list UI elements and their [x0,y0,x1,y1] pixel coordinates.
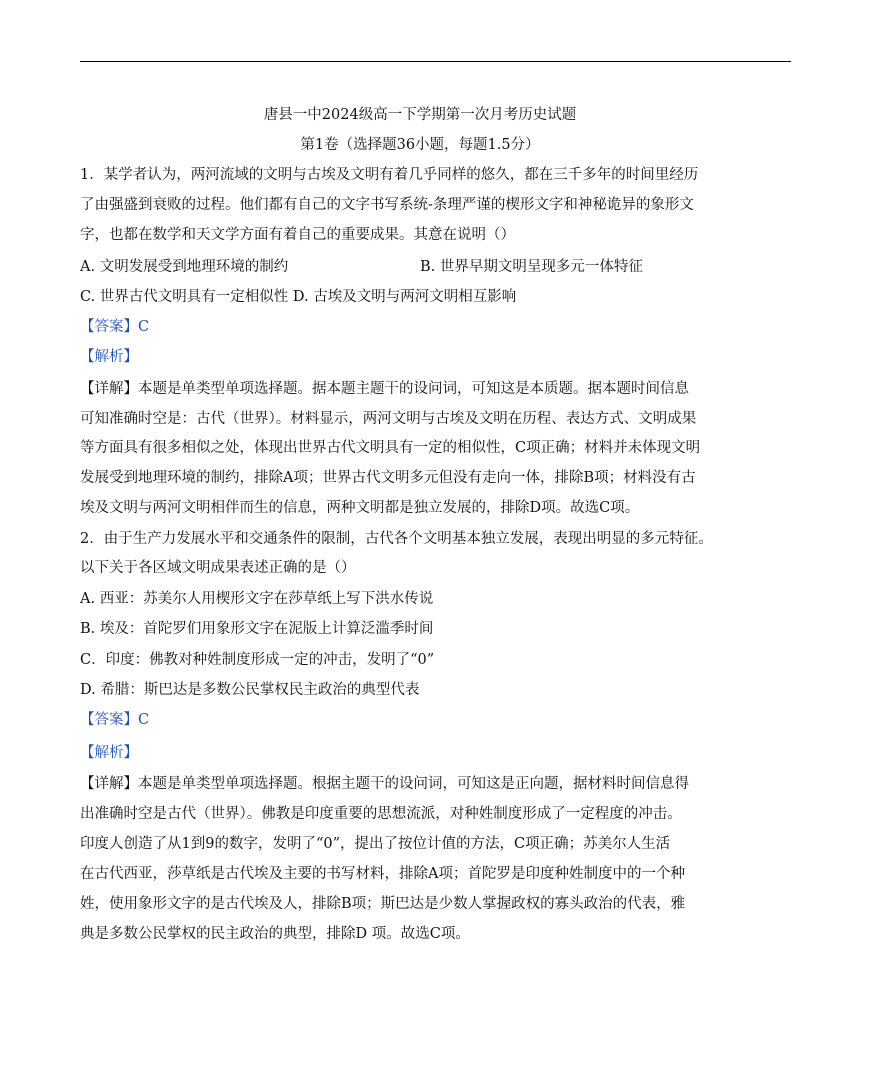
q1-stem-line-3: 字，也都在数学和天文学方面有着自己的重要成果。其意在说明（） [80,227,515,243]
q2-option-d: D. 希腊：斯巴达是多数公民掌权民主政治的典型代表 [80,682,420,698]
q2-detail-line-5: 姓，使用象形文字的是古代埃及人，排除B项；斯巴达是少数人掌握政权的寡头政治的代表，雅 [80,896,686,912]
q2-option-b: B. 埃及：首陀罗们用象形文字在泥版上计算泛滥季时间 [80,621,434,637]
q1-detail-line-1: 【详解】本题是单类型单项选择题。据本题主题干的设问词，可知这是本质题。据本题时间信息 [80,381,689,397]
q1-option-cd: C. 世界古代文明具有一定相似性 D. 古埃及文明与两河文明相互影响 [80,289,517,305]
q1-stem-line-2: 了由强盛到衰败的过程。他们都有自己的文字书写系统-条理严谨的楔形文字和神秘诡异的象形文 [80,197,694,213]
q2-detail-line-4: 在古代西亚，莎草纸是古代埃及主要的书写材料，排除A项；首陀罗是印度种姓制度中的一个种 [80,866,685,882]
q2-answer: 【答案】C [80,712,150,728]
q2-detail-line-6: 典是多数公民掌权的民主政治的典型，排除D 项。故选C项。 [80,926,470,942]
q2-detail-line-3: 印度人创造了从1到9的数字，发明了“0”，提出了按位计值的方法，C项正确；苏美尔人生活 [80,836,671,852]
header-rule [80,61,791,62]
q1-options-row-1 [80,255,760,279]
q2-stem-line-1: 2．由于生产力发展水平和交通条件的限制，古代各个文明基本独立发展，表现出明显的多元特征。 [80,531,713,547]
q1-analysis-tag: 【解析】 [80,349,138,365]
q2-option-c: C．印度：佛教对种姓制度形成一定的冲击，发明了“0” [80,652,435,668]
q2-analysis-tag: 【解析】 [80,745,138,761]
q1-detail-line-3: 等方面具有很多相似之处，体现出世界古代文明具有一定的相似性，C项正确；材料并未体现文明 [80,440,701,456]
doc-title: 唐县一中2024级高一下学期第一次月考历史试题 [263,107,577,123]
q1-option-b: B. 世界早期文明呈现多元一体特征 [420,259,643,275]
q2-option-a: A. 西亚：苏美尔人用楔形文字在莎草纸上写下洪水传说 [80,591,434,607]
q2-detail-line-1: 【详解】本题是单类型单项选择题。根据主题干的设问词，可知这是正向题，据材料时间信息得 [80,776,689,792]
doc-subtitle: 第1卷（选择题36小题，每题1.5分） [300,137,540,153]
q1-detail-line-2: 可知准确时空是：古代（世界）。材料显示，两河文明与古埃及文明在历程、表达方式、文明成果 [80,411,697,427]
q1-stem-line-1: 1．某学者认为，两河流域的文明与古埃及文明有着几乎同样的悠久，都在三千多年的时间里经历 [80,167,699,183]
q1-answer: 【答案】C [80,319,150,335]
q2-stem-line-2: 以下关于各区域文明成果表述正确的是（） [80,560,356,576]
q2-detail-line-2: 出准确时空是古代（世界）。佛教是印度重要的思想流派，对种姓制度形成了一定程度的冲击。 [80,806,682,822]
q1-detail-line-5: 埃及文明与两河文明相伴而生的信息，两种文明都是独立发展的，排除D项。故选C项。 [80,500,640,516]
q1-detail-line-4: 发展受到地理环境的制约，排除A项；世界古代文明多元但没有走向一体，排除B项；材料没有古 [80,470,696,486]
q1-option-a: A. 文明发展受到地理环境的制约 [80,259,289,275]
